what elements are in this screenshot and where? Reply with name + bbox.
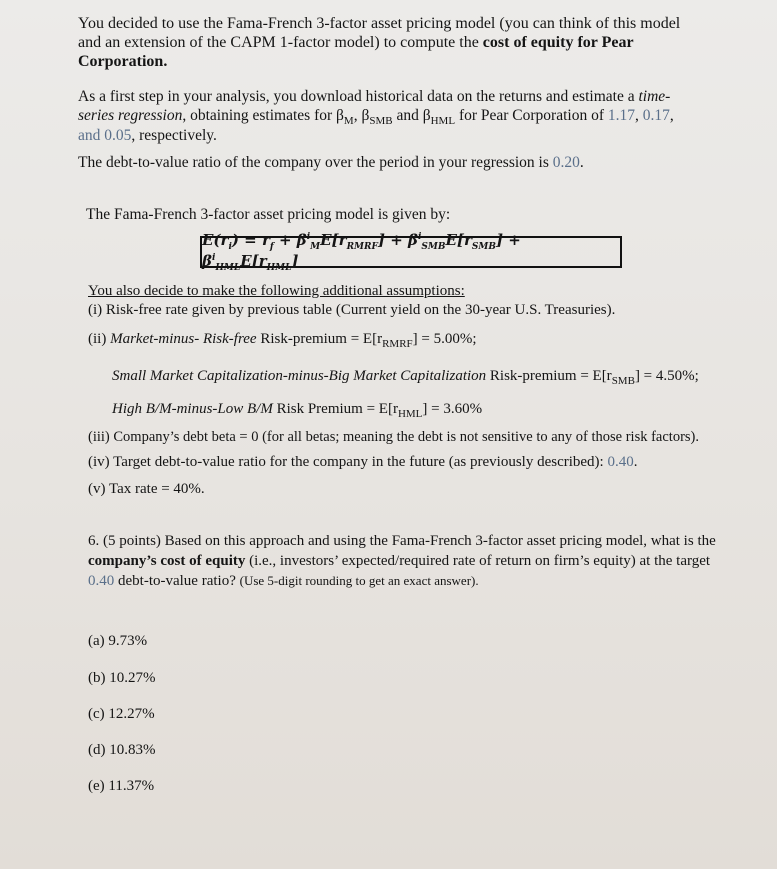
beta-m-value: 1.17 bbox=[607, 107, 635, 124]
intro-line-2-text: and an extension of the CAPM 1-factor model) to compute the bbox=[78, 34, 483, 51]
question-text-3: debt-to-value ratio? bbox=[114, 573, 240, 589]
option-a[interactable]: (a) 9.73% bbox=[88, 633, 148, 649]
iv-post: . bbox=[633, 454, 638, 470]
assumption-hml bbox=[112, 400, 482, 424]
beta-smb-value: 0.17 bbox=[642, 107, 670, 124]
question-text-2: (i.e., investors’ expected/required rate of return on firm’s equity) at the target bbox=[245, 553, 711, 569]
step-post: for Pear Corporation of bbox=[455, 107, 608, 124]
beta-hml-value: 0.05 bbox=[104, 127, 132, 144]
step-italic-2: series regression bbox=[78, 107, 183, 124]
step-and-1: , β bbox=[353, 107, 370, 124]
step-italic-1: time- bbox=[638, 88, 671, 105]
equation-box bbox=[200, 231, 622, 273]
step-line-2: series regression, obtaining estimates for $\beta_M$, $\beta_{SMB}$ and $\beta_{HML}$ for Pear Corporation of 1.17, 0.17, bbox=[78, 107, 674, 128]
assumption-iv bbox=[88, 453, 637, 472]
ii-label: (ii) bbox=[88, 331, 111, 347]
question-line-2 bbox=[88, 551, 757, 571]
question-line-1: 6. (5 points) Based on this approach and using the Fama-French 3-factor asset pricing model, what is the bbox=[88, 533, 716, 549]
question-value: 0.40 bbox=[88, 573, 115, 589]
question-bold: company’s cost of equity bbox=[88, 553, 246, 569]
option-b[interactable]: (b) 10.27% bbox=[88, 670, 156, 686]
hml-text: Risk Premium = E[r bbox=[272, 401, 398, 417]
beta-smb-sub: SMB bbox=[369, 115, 393, 128]
question-line-3 bbox=[88, 571, 757, 591]
smb-text: Risk-premium = E[r bbox=[486, 368, 612, 384]
debt-text: The debt-to-value ratio of the company over the period in your regression is bbox=[78, 154, 553, 171]
option-d[interactable]: (d) 10.83% bbox=[88, 742, 156, 758]
option-e[interactable]: (e) 11.37% bbox=[88, 778, 155, 794]
debt-value: 0.20 bbox=[552, 154, 580, 171]
step-text-1: As a first step in your analysis, you download historical data on the returns and estimate a bbox=[78, 88, 639, 105]
step-and-3: and bbox=[78, 127, 105, 144]
iv-value: 0.40 bbox=[607, 454, 634, 470]
option-c[interactable]: (c) 12.27% bbox=[88, 706, 155, 722]
assumption-i: (i) Risk-free rate given by previous table (Current yield on the 30-year U.S. Treasuries). bbox=[88, 302, 616, 318]
step-line-3 bbox=[78, 126, 757, 145]
hml-sub: HML bbox=[397, 408, 423, 420]
debt-line: The debt-to-value ratio of the company over the period in your regression is 0.20. bbox=[78, 154, 584, 171]
step-respectively: , respectively. bbox=[131, 127, 217, 144]
hml-value: ] = 3.60% bbox=[422, 401, 483, 417]
iv-text: (iv) Target debt-to-value ratio for the company in the future (as previously described): bbox=[88, 454, 608, 470]
ii-italic: Market-minus- Risk-free bbox=[110, 331, 257, 347]
beta-m-sub: M bbox=[343, 115, 354, 128]
step-text-2: , obtaining estimates for β bbox=[182, 107, 344, 124]
hml-italic: High B/M-minus-Low B/M bbox=[112, 401, 273, 417]
assumption-v: (v) Tax rate = 40%. bbox=[88, 481, 205, 497]
intro-bold-text: cost of equity for Pear bbox=[482, 34, 634, 51]
assumption-smb bbox=[112, 367, 699, 391]
model-heading: The Fama-French 3-factor asset pricing model is given by: bbox=[86, 206, 451, 223]
intro-company: Corporation. bbox=[78, 53, 168, 70]
equation: $E(r_i) = r_f + \beta^i_ME[r_{RMRF}] + \beta^i_{SMB}E[r_{SMB}] + \beta^i_{HML}E[r_{HML}]$ bbox=[202, 231, 521, 273]
assumption-ii bbox=[88, 330, 477, 354]
ii-value: ] = 5.00%; bbox=[412, 331, 477, 347]
intro-line-3 bbox=[78, 52, 757, 71]
ii-sub: RMRF bbox=[382, 338, 413, 350]
intro-line-1: You decided to use the Fama-French 3-factor asset pricing model (you can think of this model bbox=[78, 15, 681, 32]
step-and-2: and β bbox=[392, 107, 431, 124]
step-line-1 bbox=[78, 87, 757, 106]
assumption-iii: (iii) Company’s debt beta = 0 (for all betas; meaning the debt is not sensitive to any of those risk factors). bbox=[88, 429, 699, 445]
smb-italic: Small Market Capitalization-minus-Big Market Capitalization bbox=[112, 368, 487, 384]
ii-text: Risk-premium = E[r bbox=[256, 331, 383, 347]
intro-line-2 bbox=[78, 33, 757, 52]
beta-hml-sub: HML bbox=[430, 115, 456, 128]
smb-value: ] = 4.50%; bbox=[634, 368, 699, 384]
question-rounding-note: (Use 5-digit rounding to get an exact answer). bbox=[239, 573, 479, 588]
assumptions-heading: You also decide to make the following additional assumptions: bbox=[88, 283, 465, 299]
smb-sub: SMB bbox=[611, 375, 635, 387]
